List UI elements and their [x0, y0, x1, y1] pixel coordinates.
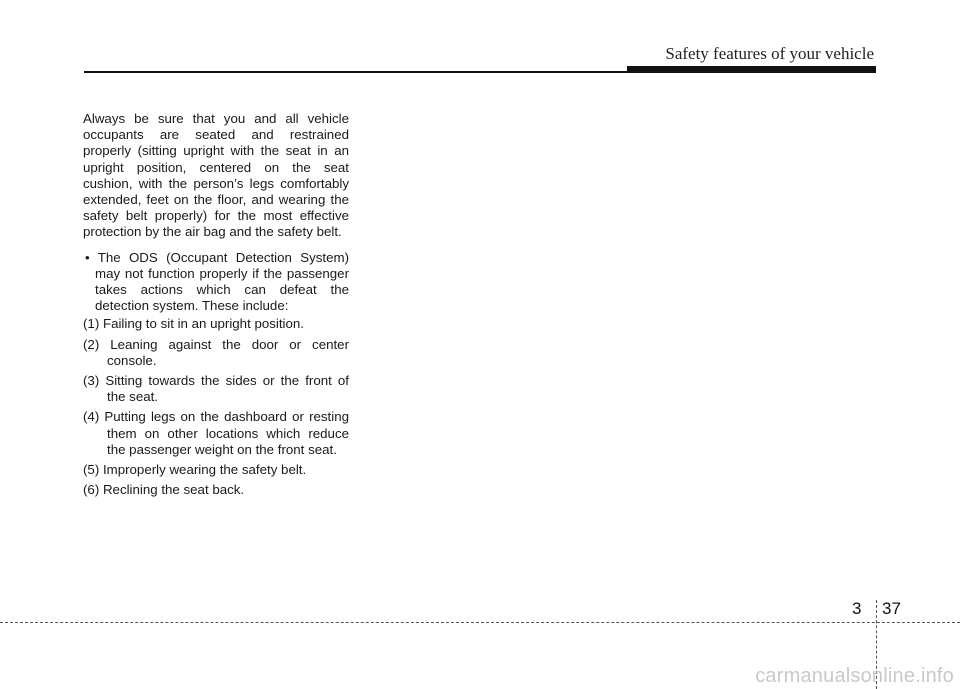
ods-bullet: • The ODS (Occupant Detection System) may not function properly if the passenger takes actions which can defeat the detection system. These include:	[85, 249, 349, 314]
intro-paragraph: Always be sure that you and all vehicle occupants are seated and restrained properly (sitting upright with the seat in an upright position, centered on the seat cushion, with the person’s legs comfortably extended, feet on the floor, and wearing the safety belt properly) for the most effective protection by the air bag and the safety belt.	[83, 111, 349, 240]
list-item: (6) Reclining the seat back.	[83, 482, 245, 498]
condition-list	[83, 316, 349, 498]
section-header-title: Safety features of your vehicle	[665, 44, 874, 63]
list-item: (1) Failing to sit in an upright position.	[83, 316, 304, 332]
list-item: (4) Putting legs on the dashboard or resting them on other locations which reduce the passenger weight on the front seat.	[83, 409, 349, 457]
list-item: (5) Improperly wearing the safety belt.	[83, 462, 307, 478]
page-number: 37	[882, 599, 901, 618]
footer-rule	[0, 622, 960, 623]
main-column	[83, 111, 349, 502]
list-item: (2) Leaning against the door or center console.	[83, 336, 349, 368]
chapter-number: 3	[852, 599, 862, 618]
list-item: (3) Sitting towards the sides or the front of the seat.	[83, 373, 349, 405]
watermark: carmanualsonline.info	[755, 665, 954, 687]
header-rule-accent	[627, 66, 876, 73]
